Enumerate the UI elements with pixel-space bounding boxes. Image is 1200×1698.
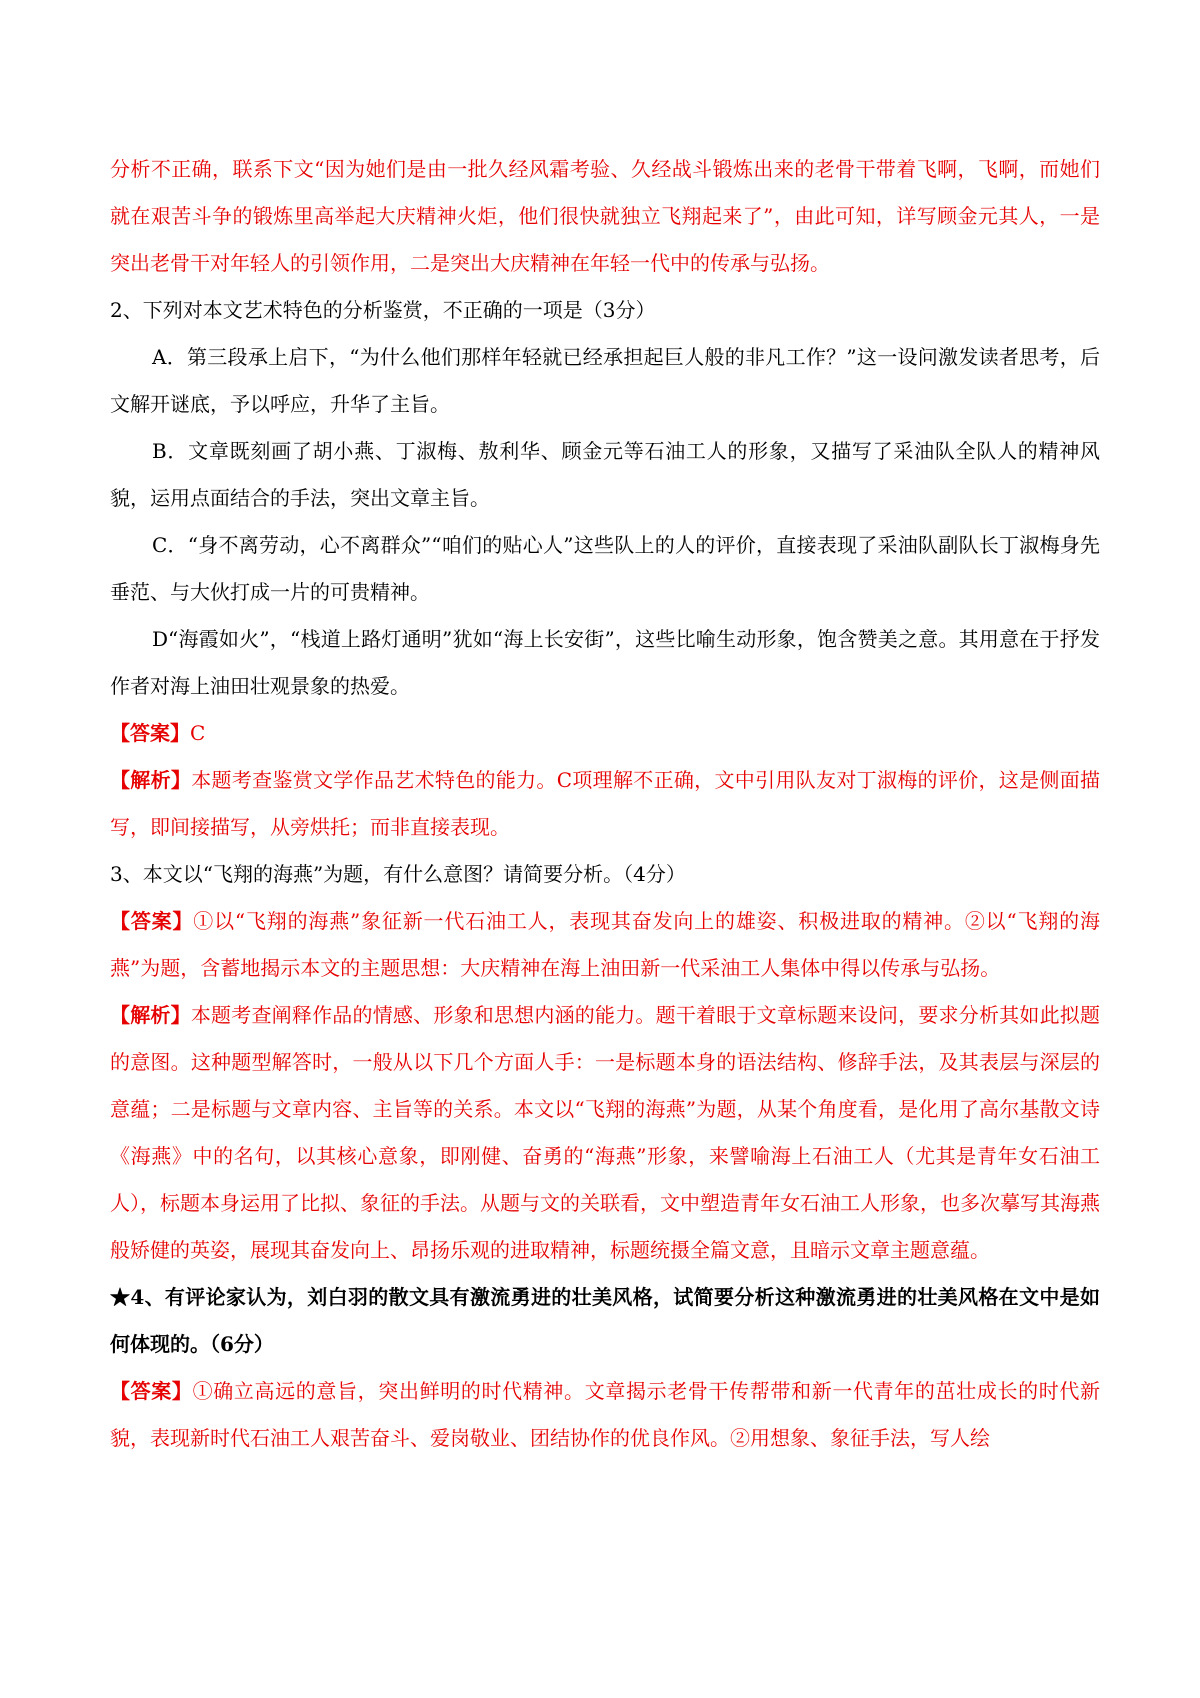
q4-question: ★4、有评论家认为，刘白羽的散文具有激流勇进的壮美风格，试简要分析这种激流勇进的壮美风格在文中是如何体现的。（6分）: [110, 1285, 1100, 1356]
q2-option-c: C．“身不离劳动，心不离群众”“咱们的贴心人”这些队上的人的评价，直接表现了采油队副队长丁淑梅身先垂范、与大伙打成一片的可贵精神。: [110, 533, 1100, 604]
q3-answer-text: ①以“飞翔的海燕”象征新一代石油工人，表现其奋发向上的雄姿、积极进取的精神。②以“飞翔的海燕”为题，含蓄地揭示本文的主题思想：大庆精神在海上油田新一代采油工人集体中得以传承与弘扬。: [110, 909, 1100, 980]
q2-answer: [110, 710, 1100, 757]
document-page: [110, 146, 1100, 1462]
q2-option-d: D“海霞如火”，“栈道上路灯通明”犹如“海上长安街”，这些比喻生动形象，饱含赞美之意。其用意在于抒发作者对海上油田壮观景象的热爱。: [110, 627, 1100, 698]
q2-analysis: [110, 757, 1100, 851]
q2-option-b: B．文章既刻画了胡小燕、丁淑梅、敖利华、顾金元等石油工人的形象，又描写了采油队全队人的精神风貌，运用点面结合的手法，突出文章主旨。: [110, 439, 1100, 510]
q3-answer: [110, 898, 1100, 992]
q4-answer-text: ①确立高远的意旨，突出鲜明的时代精神。文章揭示老骨干传帮带和新一代青年的茁壮成长的时代新貌，表现新时代石油工人艰苦奋斗、爱岗敬业、团结协作的优良作风。②用想象、象征手法，写人绘: [110, 1379, 1101, 1450]
q2-analysis-text: 本题考查鉴赏文学作品艺术特色的能力。C项理解不正确，文中引用队友对丁淑梅的评价，这是侧面描写，即间接描写，从旁烘托；而非直接表现。: [110, 768, 1100, 839]
q1-analysis-continued: 分析不正确，联系下文“因为她们是由一批久经风霜考验、久经战斗锻炼出来的老骨干带着飞啊，飞啊，而她们就在艰苦斗争的锻炼里高举起大庆精神火炬，他们很快就独立飞翔起来了”，由此可知，详写顾金元其人，一是突出老骨干对年轻人的引领作用，二是突出大庆精神在年轻一代中的传承与弘扬。: [110, 157, 1100, 275]
q2-answer-text: C: [190, 721, 206, 745]
answer-tag: 【答案】: [110, 721, 190, 745]
q3-analysis-text: 本题考查阐释作品的情感、形象和思想内涵的能力。题干着眼于文章标题来设问，要求分析其如此拟题的意图。这种题型解答时，一般从以下几个方面人手：一是标题本身的语法结构、修辞手法，及其表层与深层的意蕴；二是标题与文章内容、主旨等的关系。本文以“飞翔的海燕”为题，从某个角度看，是化用了高尔基散文诗《海燕》中的名句，以其核心意象，即刚健、奋勇的“海燕”形象，来譬喻海上石油工人（尤其是青年女石油工人），标题本身运用了比拟、象征的手法。从题与文的关联看，文中塑造青年女石油工人形象，也多次摹写其海燕般矫健的英姿，展现其奋发向上、昂扬乐观的进取精神，标题统摄全篇文意，且暗示文章主题意蕴。: [110, 1003, 1101, 1262]
answer-tag: 【答案】: [110, 909, 194, 933]
q2-option-a: A．第三段承上启下，“为什么他们那样年轻就已经承担起巨人般的非凡工作？”这一设问激发读者思考，后文解开谜底，予以呼应，升华了主旨。: [110, 345, 1100, 416]
analysis-tag: 【解析】: [110, 1003, 191, 1027]
q3-analysis: [110, 992, 1100, 1274]
analysis-tag: 【解析】: [110, 768, 192, 792]
answer-tag: 【答案】: [110, 1379, 193, 1403]
q4-answer: [110, 1368, 1100, 1462]
q2-question: 2、下列对本文艺术特色的分析鉴赏，不正确的一项是（3分）: [110, 298, 656, 322]
q3-question: 3、本文以“飞翔的海燕”为题，有什么意图？请简要分析。（4分）: [110, 862, 686, 886]
